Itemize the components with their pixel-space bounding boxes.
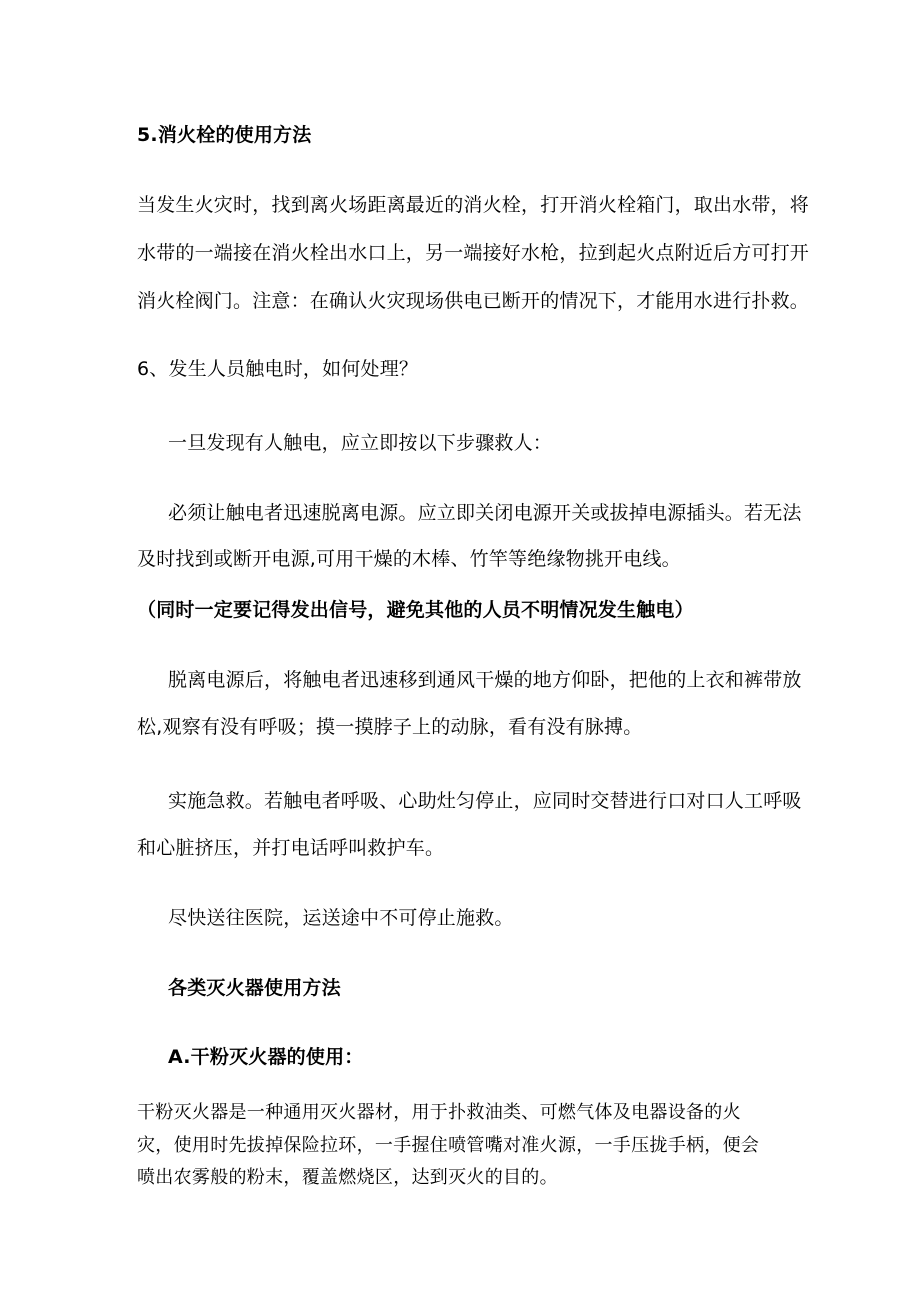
step3-line-2: 和心脏挤压，并打电话呼叫救护车。 <box>137 837 445 859</box>
dry-powder-line-1: 干粉灭火器是一种通用灭火器材，用于扑救油类、可燃气体及电器设备的火 <box>137 1102 741 1123</box>
dry-powder-subheading: A.干粉灭火器的使用： <box>168 1046 364 1068</box>
step1-line-1: 必须让触电者迅速脱离电源。应立即关闭电源开关或拔掉电源插头。若无法 <box>168 502 802 524</box>
section5-line-1: 当发生火灾时，找到离火场距离最近的消火栓，打开消火栓箱门，取出水带，将 <box>137 194 810 216</box>
section6-heading: 6、发生人员触电时，如何处理？ <box>137 358 419 380</box>
section5-heading: 5.消火栓的使用方法 <box>137 124 312 146</box>
warning-note: （同时一定要记得发出信号，避免其他的人员不明情况发生触电） <box>137 599 694 621</box>
dry-powder-line-3: 喷出农雾般的粉末，覆盖燃烧区，达到灭火的目的。 <box>137 1167 558 1188</box>
section5-line-3: 消火栓阀门。注意：在确认火灾现场供电已断开的情况下，才能用水进行扑救。 <box>137 290 810 312</box>
step2-line-2: 松,观察有没有呼吸；摸一摸脖子上的动脉，看有没有脉搏。 <box>137 716 643 738</box>
section6-intro: 一旦发现有人触电，应立即按以下步骤救人： <box>168 432 553 454</box>
extinguishers-heading: 各类灭火器使用方法 <box>168 977 341 999</box>
step2-line-1: 脱离电源后，将触电者迅速移到通风干燥的地方仰卧，把他的上衣和裤带放 <box>168 669 802 691</box>
dry-powder-line-2: 灾，使用时先拔掉保险拉环，一手握住喷管嘴对准火源，一手压拢手柄，便会 <box>137 1135 760 1156</box>
step1-line-2: 及时找到或断开电源,可用干燥的木棒、竹竿等绝缘物挑开电线。 <box>137 548 681 570</box>
step3-line-1: 实施急救。若触电者呼吸、心助灶匀停止，应同时交替进行口对口人工呼吸 <box>168 790 802 812</box>
step4-line: 尽快送往医院，运送途中不可停止施救。 <box>168 907 514 929</box>
section5-line-2: 水带的一端接在消火栓出水口上，另一端接好水枪，拉到起火点附近后方可打开 <box>137 242 810 264</box>
